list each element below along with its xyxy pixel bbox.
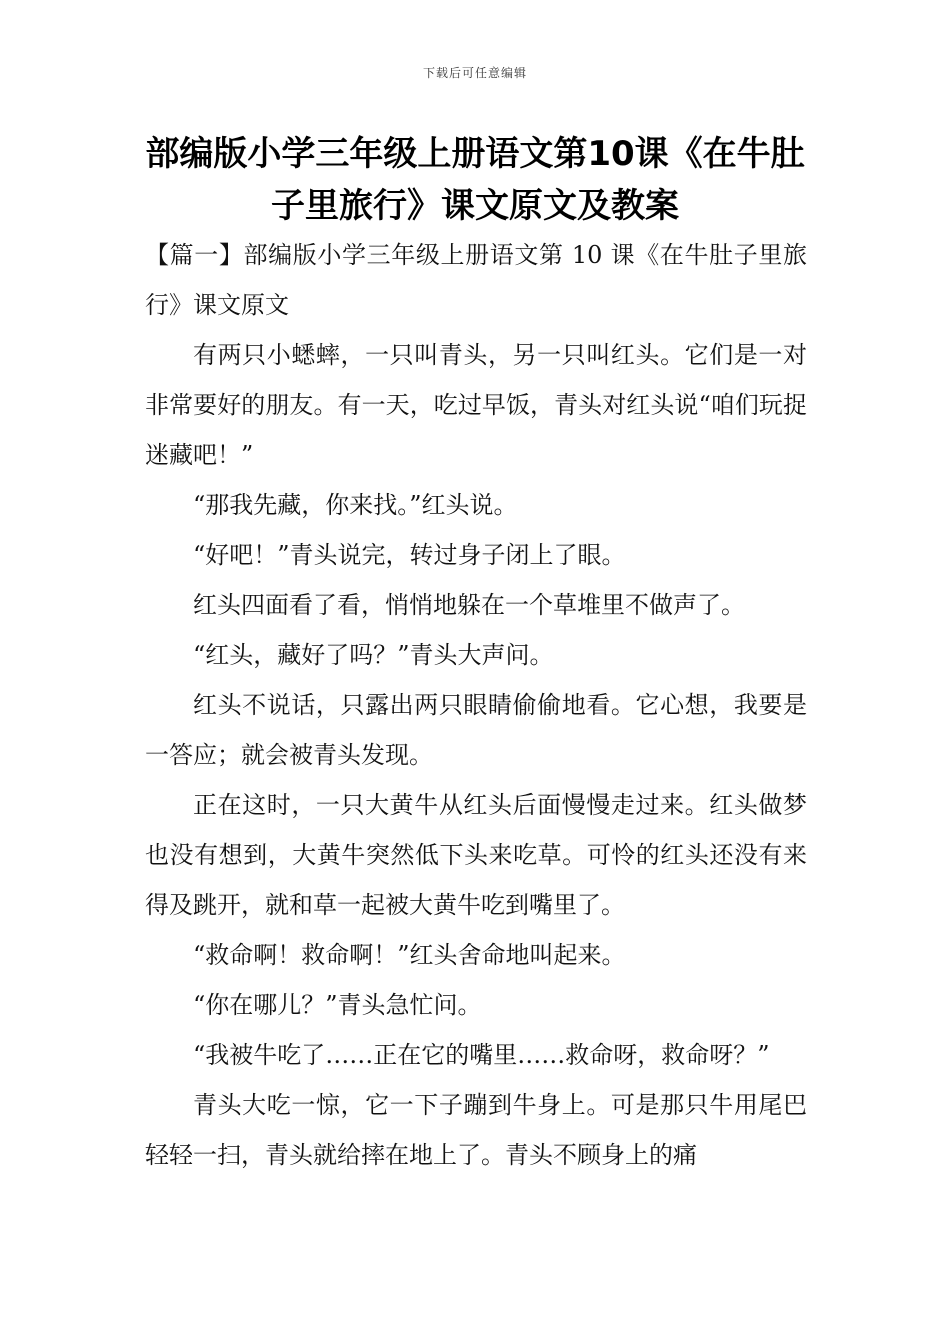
paragraph: 有两只小蟋蟀，一只叫青头，另一只叫红头。它们是一对非常要好的朋友。有一天，吃过早饭，青头对红头说“咱们玩捉迷藏吧！”	[145, 341, 807, 469]
paragraph: 红头不说话，只露出两只眼睛偷偷地看。它心想，我要是一答应；就会被青头发现。	[145, 691, 807, 769]
paragraph: 青头大吃一惊，它一下子蹦到牛身上。可是那只牛用尾巴轻轻一扫，青头就给摔在地上了。青头不顾身上的痛	[145, 1091, 807, 1169]
paragraph: “我被牛吃了……正在它的嘴里……救命呀，救命呀？”	[193, 1041, 770, 1069]
document-title: 部编版小学三年级上册语文第10课《在牛肚子里旅行》课文原文及教案	[145, 134, 805, 226]
header-note: 下载后可任意编辑	[422, 66, 527, 80]
paragraph: 红头四面看了看，悄悄地躲在一个草堆里不做声了。	[193, 591, 745, 619]
paragraph: “救命啊！救命啊！”红头舍命地叫起来。	[193, 941, 626, 969]
paragraph: 正在这时，一只大黄牛从红头后面慢慢走过来。红头做梦也没有想到，大黄牛突然低下头来吃草。可怜的红头还没有来得及跳开，就和草一起被大黄牛吃到嘴里了。	[145, 791, 807, 919]
paragraph: “好吧！”青头说完，转过身子闭上了眼。	[193, 541, 626, 569]
document-body	[145, 230, 807, 1180]
paragraph: “红头，藏好了吗？”青头大声问。	[193, 641, 554, 669]
paragraph: “你在哪儿？”青头急忙问。	[193, 991, 482, 1019]
section-heading: 【篇一】部编版小学三年级上册语文第 10 课《在牛肚子里旅行》课文原文	[145, 241, 807, 319]
paragraph: “那我先藏，你来找。”红头说。	[193, 491, 518, 519]
